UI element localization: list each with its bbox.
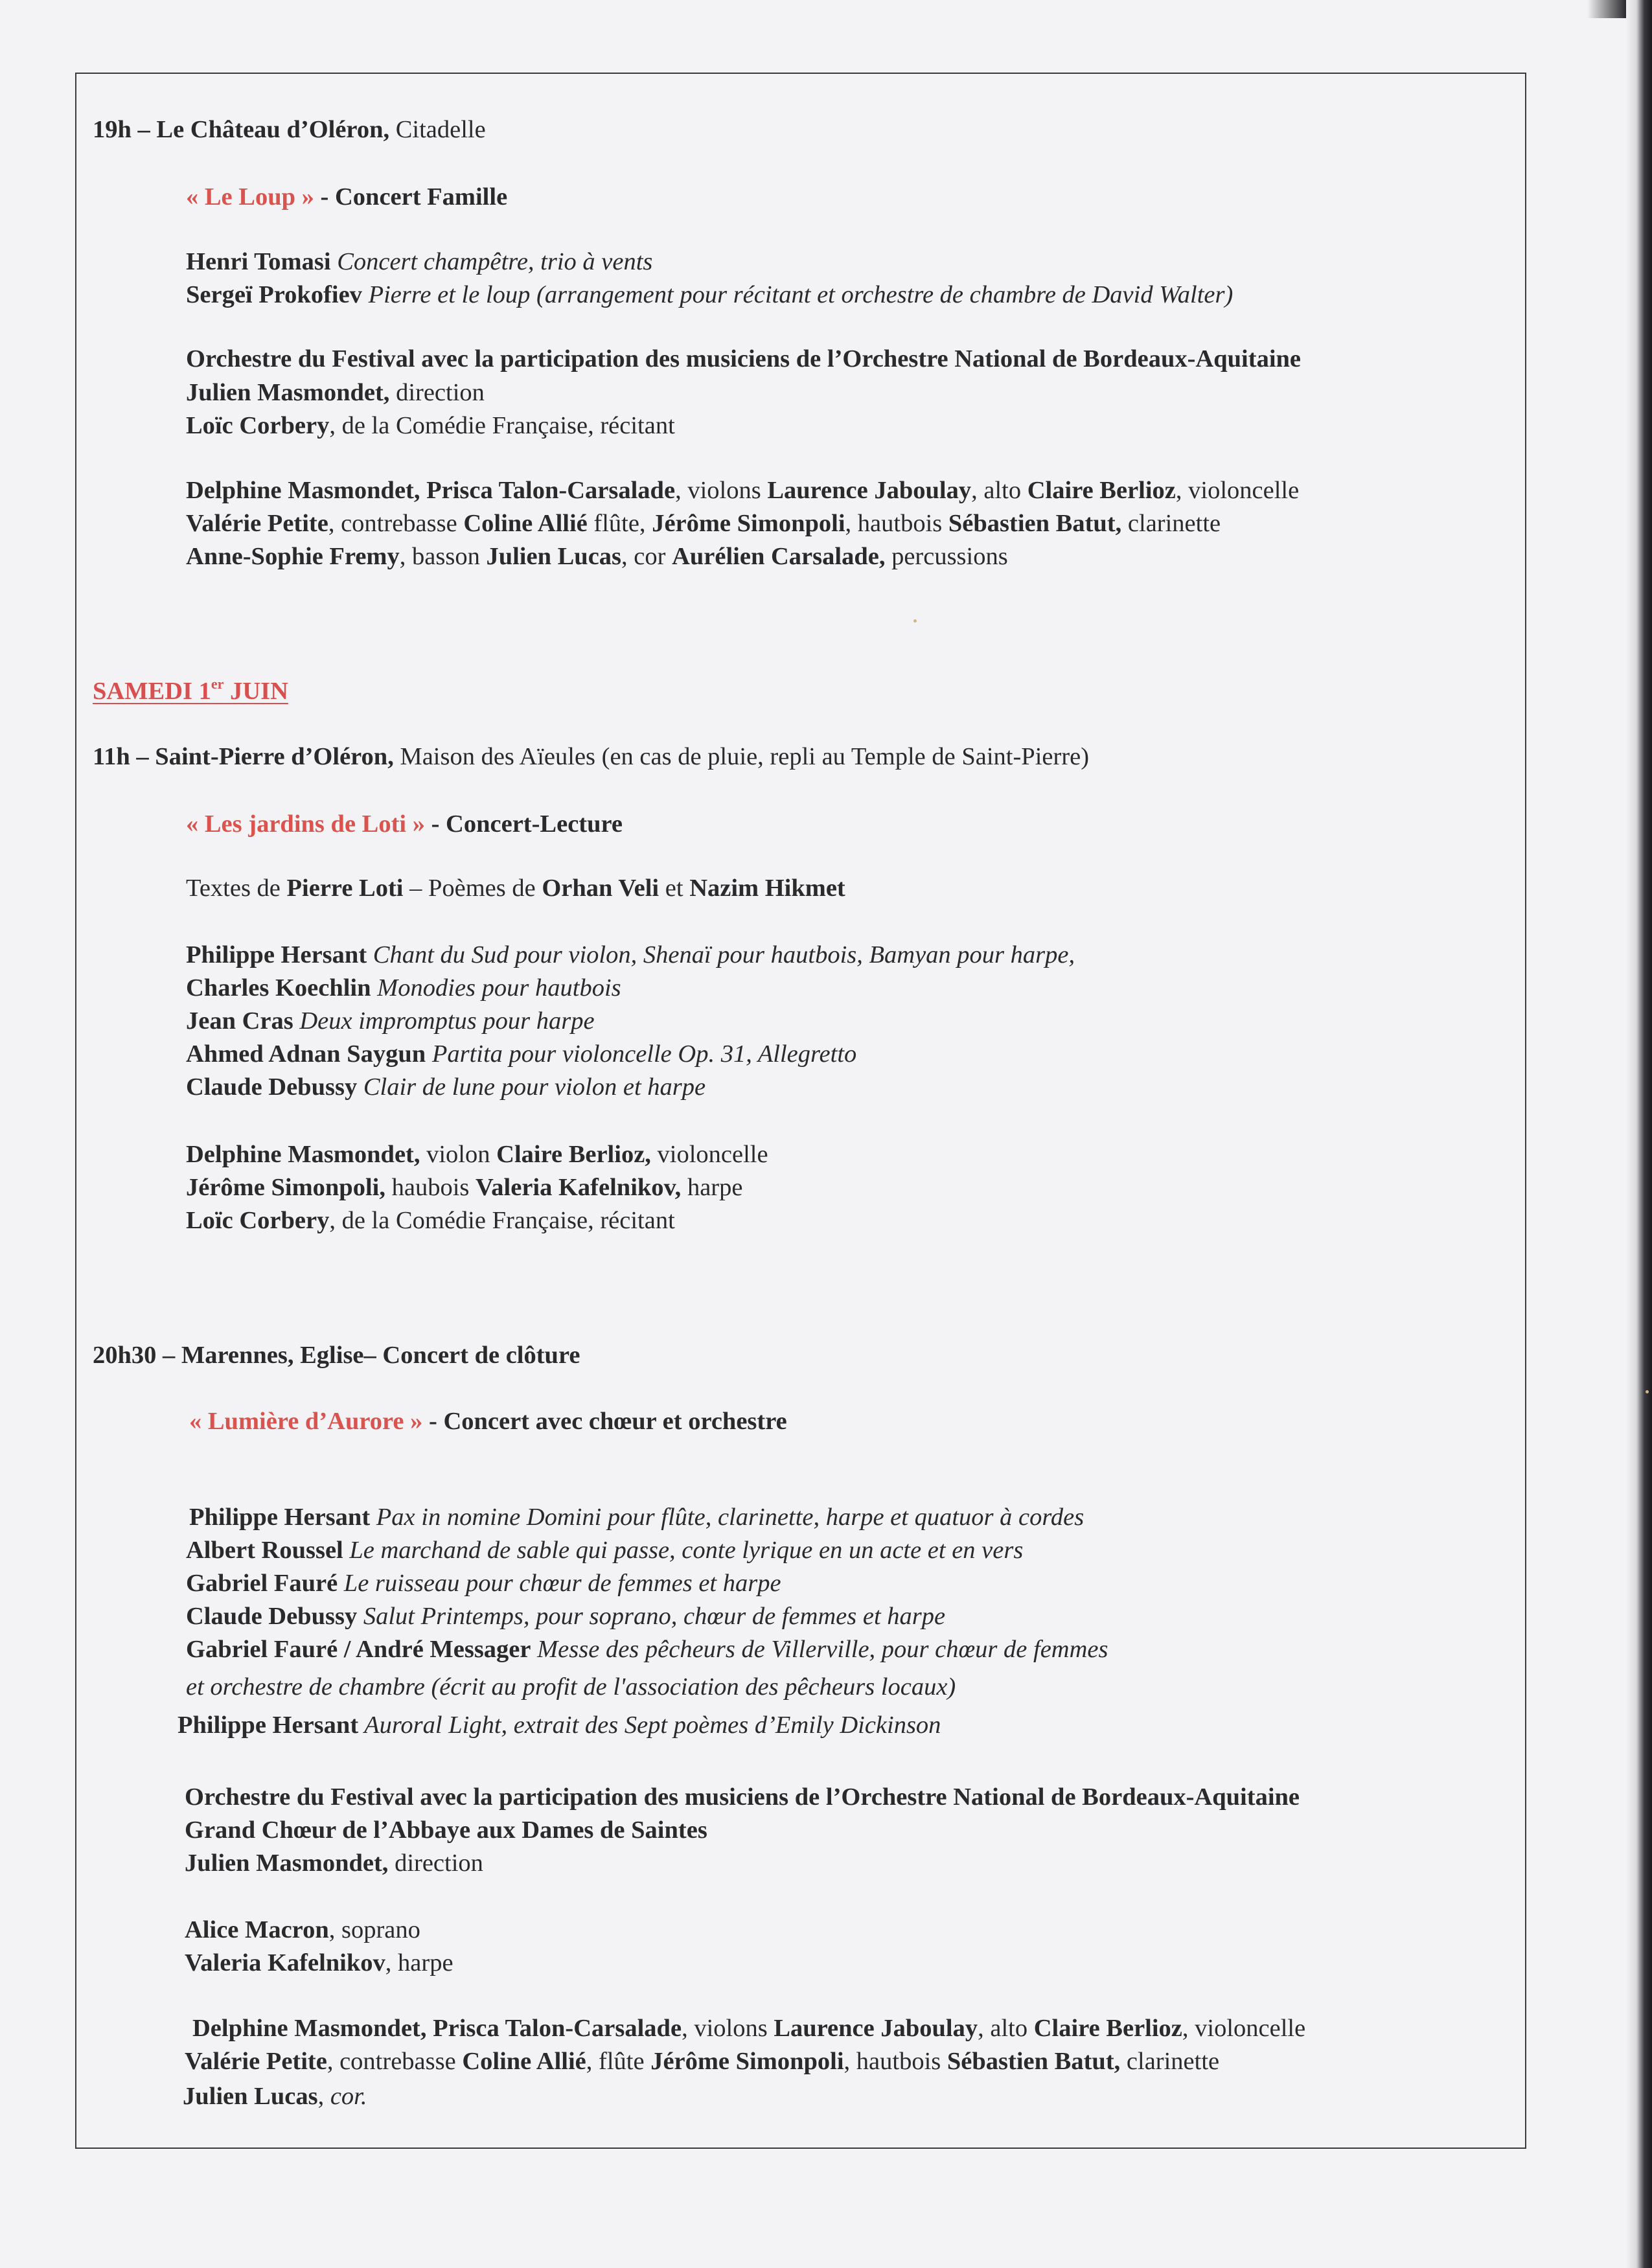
- conductor-line: [186, 380, 485, 406]
- performer-name: Julien Masmondet,: [185, 1850, 389, 1877]
- concert-venue: Citadelle: [389, 116, 486, 143]
- conductor-line: [185, 1851, 483, 1876]
- work-line: [186, 976, 621, 1001]
- texts-line: [186, 876, 845, 901]
- concert-header: [93, 744, 1089, 770]
- performer-role: direction: [389, 379, 485, 406]
- performer-role: , contrebasse: [327, 2048, 463, 2075]
- composer: Gabriel Fauré / André Messager: [186, 1636, 531, 1663]
- day-ordinal: er: [211, 676, 224, 692]
- performer-role: , hautbois: [845, 510, 948, 537]
- work-title: Partita pour violoncelle Op. 31, Allegretto: [426, 1040, 857, 1068]
- performer-role: ,: [317, 2083, 330, 2110]
- performer-role: , flûte: [586, 2048, 651, 2075]
- concert-header: 20h30 – Marennes, Eglise– Concert de clôture: [93, 1342, 580, 1369]
- performer-role: , violons: [675, 477, 768, 504]
- scan-shadow-corner: [1587, 0, 1626, 18]
- composer: Charles Koechlin: [186, 974, 371, 1002]
- work-line: [186, 1604, 945, 1629]
- composer: Philippe Hersant: [189, 1504, 371, 1531]
- work-title: Monodies pour hautbois: [371, 974, 621, 1002]
- performer-name: Laurence Jaboulay: [774, 2015, 978, 2042]
- work-title: et orchestre de chambre (écrit au profit de l'association des pêcheurs locaux): [186, 1673, 956, 1701]
- texts-prefix: Textes de: [186, 875, 287, 902]
- work-line: [186, 1009, 595, 1034]
- performer-role: , soprano: [328, 1916, 420, 1943]
- performer-name: Coline Allié: [463, 510, 588, 537]
- performer-name: Valeria Kafelnikov: [185, 1949, 385, 1976]
- work-title: Salut Printemps, pour soprano, chœur de femmes et harpe: [357, 1603, 946, 1630]
- performer-role: violoncelle: [650, 1141, 768, 1168]
- performer-role: , de la Comédie Française, récitant: [329, 412, 675, 439]
- texts-join: et: [659, 875, 690, 902]
- scan-shadow-edge: [1626, 0, 1652, 2268]
- work-line: [186, 943, 1075, 968]
- performer-name: Claire Berlioz,: [496, 1141, 651, 1168]
- concert-type: - Concert avec chœur et orchestre: [422, 1408, 787, 1435]
- composer: Philippe Hersant: [186, 941, 367, 968]
- concert-name: « Le Loup »: [186, 183, 314, 211]
- performer-name: Claire Berlioz: [1027, 477, 1176, 504]
- composer: Henri Tomasi: [186, 248, 331, 275]
- composer: Jean Cras: [186, 1007, 293, 1035]
- concert-time-place: 19h – Le Château d’Oléron,: [93, 116, 390, 143]
- day-label: SAMEDI 1: [93, 678, 211, 705]
- day-heading: [93, 676, 288, 705]
- concert-name: « Les jardins de Loti »: [186, 810, 425, 838]
- performer-name: Sébastien Batut,: [948, 510, 1122, 537]
- performer-name: Aurélien Carsalade,: [672, 543, 886, 570]
- work-title: Pierre et le loup (arrangement pour récitant et orchestre de chambre de David Walter): [361, 281, 1233, 308]
- work-line: [186, 282, 1233, 308]
- performer-role: clarinette: [1121, 510, 1221, 537]
- performer-role: , contrebasse: [328, 510, 464, 537]
- musicians-line: [186, 511, 1221, 536]
- work-line: [186, 1538, 1023, 1563]
- performer-role: harpe: [681, 1174, 743, 1201]
- concert-time-place: 11h – Saint-Pierre d’Oléron,: [93, 743, 394, 770]
- performer-name: Jérôme Simonpoli,: [186, 1174, 385, 1201]
- musicians-line: [186, 544, 1008, 569]
- musicians-line: [186, 1175, 742, 1200]
- performer-role: , cor: [621, 543, 672, 570]
- performer-role: violon: [420, 1141, 497, 1168]
- work-title: Chant du Sud pour violon, Shenaï pour hautbois, Bamyan pour harpe,: [367, 941, 1075, 968]
- work-title: Le marchand de sable qui passe, conte lyrique en un acte et en vers: [343, 1537, 1024, 1564]
- work-line: [186, 249, 652, 275]
- performer-role: clarinette: [1120, 2048, 1220, 2075]
- performer-name: Valérie Petite: [185, 2048, 327, 2075]
- work-title: Concert champêtre, trio à vents: [330, 248, 653, 275]
- performer-name: Sébastien Batut,: [946, 2048, 1121, 2075]
- performer-name: Julien Masmondet,: [186, 379, 390, 406]
- work-title: Deux impromptus pour harpe: [293, 1007, 595, 1035]
- performer-name: Julien Lucas: [183, 2083, 318, 2110]
- performer-name: Valeria Kafelnikov,: [476, 1174, 682, 1201]
- performer-role: direction: [388, 1850, 483, 1877]
- performer-name: Claire Berlioz: [1033, 2015, 1182, 2042]
- work-line: [186, 1042, 856, 1067]
- performer-role: cor.: [330, 2083, 367, 2110]
- composer: Claude Debussy: [186, 1603, 358, 1630]
- performer-role: , basson: [399, 543, 487, 570]
- work-title: Messe des pêcheurs de Villerville, pour chœur de femmes: [531, 1636, 1108, 1663]
- performer-name: Delphine Masmondet, Prisca Talon-Carsalade: [192, 2015, 682, 2042]
- musicians-line: [186, 478, 1299, 503]
- composer: Philippe Hersant: [178, 1712, 359, 1739]
- work-line-continued: [186, 1675, 956, 1700]
- performer-role: haubois: [385, 1174, 476, 1201]
- musicians-line: [192, 2016, 1305, 2041]
- orchestra-line: Orchestre du Festival avec la participation des musiciens de l’Orchestre National de Bordeaux-Aquitaine: [185, 1783, 1300, 1811]
- musicians-line: [185, 2049, 1219, 2074]
- work-line: [186, 1637, 1108, 1662]
- composer: Gabriel Fauré: [186, 1570, 338, 1597]
- concert-type: - Concert Famille: [314, 183, 508, 211]
- performer-role: , violoncelle: [1175, 477, 1300, 504]
- performer-role: percussions: [885, 543, 1008, 570]
- musicians-line: [186, 1208, 675, 1233]
- performer-role: , violons: [682, 2015, 774, 2042]
- composer: Sergeï Prokofiev: [186, 281, 362, 308]
- orchestra-line: Orchestre du Festival avec la participation des musiciens de l’Orchestre National de Bordeaux-Aquitaine: [186, 345, 1302, 372]
- performer-role: , harpe: [385, 1949, 453, 1976]
- concert-header: [93, 117, 486, 143]
- choir-line: Grand Chœur de l’Abbaye aux Dames de Saintes: [185, 1816, 707, 1844]
- musicians-line: [186, 1142, 768, 1167]
- performer-name: Coline Allié: [462, 2048, 586, 2075]
- work-line: [189, 1505, 1084, 1530]
- composer: Claude Debussy: [186, 1073, 358, 1101]
- day-month: JUIN: [224, 678, 288, 705]
- performer-name: Alice Macron: [185, 1916, 329, 1943]
- soloist-line: [185, 1918, 420, 1943]
- soloist-line: [185, 1951, 453, 1976]
- author-name: Pierre Loti: [286, 875, 404, 902]
- performer-role: , alto: [971, 477, 1027, 504]
- performer-name: Anne-Sophie Fremy: [186, 543, 400, 570]
- work-line: [186, 1075, 706, 1100]
- performer-name: Julien Lucas: [486, 543, 622, 570]
- work-line: [178, 1713, 941, 1738]
- paper-speck: [1646, 1390, 1649, 1393]
- concert-type: - Concert-Lecture: [424, 810, 623, 838]
- work-title: Auroral Light, extrait des Sept poèmes d’Emily Dickinson: [358, 1712, 941, 1739]
- performer-name: Loïc Corbery: [186, 412, 330, 439]
- work-title: Pax in nomine Domini pour flûte, clarinette, harpe et quatuor à cordes: [370, 1504, 1084, 1531]
- performer-role: , de la Comédie Française, récitant: [329, 1207, 675, 1234]
- concert-venue: Maison des Aïeules (en cas de pluie, repli au Temple de Saint-Pierre): [393, 743, 1090, 770]
- author-name: Nazim Hikmet: [689, 875, 845, 902]
- performer-name: Loïc Corbery: [186, 1207, 330, 1234]
- performer-role: , alto: [978, 2015, 1034, 2042]
- concert-title: [186, 185, 507, 210]
- performer-role: , violoncelle: [1182, 2015, 1306, 2042]
- concert-name: « Lumière d’Aurore »: [189, 1408, 423, 1435]
- concert-title: [186, 812, 623, 837]
- performer-name: Valérie Petite: [186, 510, 328, 537]
- musicians-line: [183, 2084, 367, 2109]
- work-title: Clair de lune pour violon et harpe: [357, 1073, 706, 1101]
- work-title: Le ruisseau pour chœur de femmes et harpe: [338, 1570, 781, 1597]
- performer-name: Delphine Masmondet,: [186, 1141, 420, 1168]
- performer-role: , hautbois: [843, 2048, 947, 2075]
- performer-name: Jérôme Simonpoli: [652, 510, 845, 537]
- work-line: [186, 1571, 781, 1596]
- narrator-line: [186, 413, 675, 439]
- composer: Albert Roussel: [186, 1537, 343, 1564]
- composer: Ahmed Adnan Saygun: [186, 1040, 426, 1068]
- performer-name: Laurence Jaboulay: [767, 477, 972, 504]
- texts-join: – Poèmes de: [403, 875, 542, 902]
- concert-title: [189, 1409, 787, 1434]
- performer-name: Jérôme Simonpoli: [650, 2048, 844, 2075]
- performer-name: Delphine Masmondet, Prisca Talon-Carsalade: [186, 477, 676, 504]
- author-name: Orhan Veli: [542, 875, 660, 902]
- performer-role: flûte,: [587, 510, 652, 537]
